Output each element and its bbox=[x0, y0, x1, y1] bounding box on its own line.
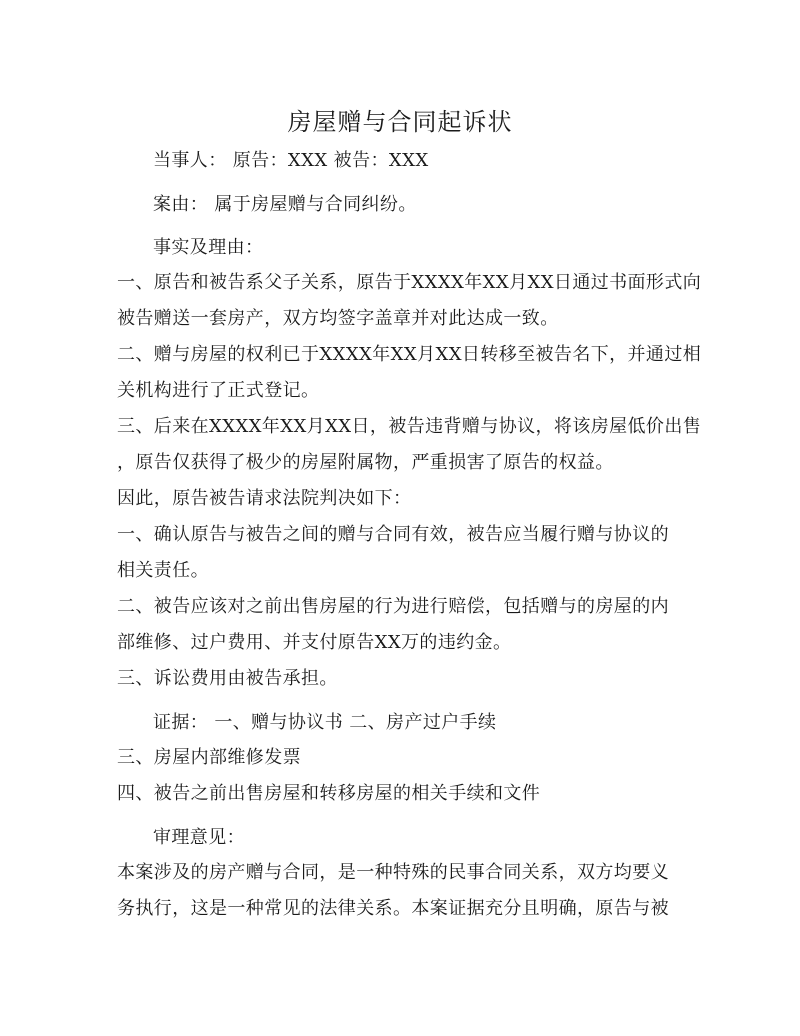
facts-heading: 事实及理由： bbox=[153, 237, 264, 258]
facts-line: ，原告仅获得了极少的房屋附属物，严重损害了原告的权益。 bbox=[117, 452, 614, 473]
request-line: 二、被告应该对之前出售房屋的行为进行赔偿，包括赠与的房屋的内 bbox=[117, 596, 669, 617]
evidence-line: 证据： 一、赠与协议书 二、房产过户手续 bbox=[153, 712, 497, 733]
facts-line: 二、赠与房屋的权利已于XXXX年XX月XX日转移至被告名下，并通过相 bbox=[117, 344, 702, 365]
opinion-line: 本案涉及的房产赠与合同，是一种特殊的民事合同关系，双方均要义 bbox=[117, 862, 669, 883]
parties-line: 当事人： 原告：XXX 被告：XXX bbox=[153, 150, 429, 171]
request-line: 三、诉讼费用由被告承担。 bbox=[117, 668, 338, 689]
opinion-heading: 审理意见： bbox=[153, 827, 245, 848]
evidence-item: 三、房屋内部维修发票 bbox=[117, 747, 301, 768]
request-line: 一、确认原告与被告之间的赠与合同有效，被告应当履行赠与协议的 bbox=[117, 524, 669, 545]
request-line: 相关责任。 bbox=[117, 560, 209, 581]
facts-line: 被告赠送一套房产，双方均签字盖章并对此达成一致。 bbox=[117, 308, 559, 329]
facts-line: 关机构进行了正式登记。 bbox=[117, 380, 320, 401]
facts-line: 三、后来在XXXX年XX月XX日，被告违背赠与协议，将该房屋低价出售 bbox=[117, 416, 702, 437]
facts-line: 一、原告和被告系父子关系，原告于XXXX年XX月XX日通过书面形式向 bbox=[117, 272, 702, 293]
opinion-line: 务执行，这是一种常见的法律关系。本案证据充分且明确，原告与被 bbox=[117, 898, 669, 919]
cause-line: 案由： 属于房屋赠与合同纠纷。 bbox=[153, 194, 417, 215]
evidence-item: 四、被告之前出售房屋和转移房屋的相关手续和文件 bbox=[117, 783, 541, 804]
document-title: 房屋赠与合同起诉状 bbox=[287, 108, 513, 136]
request-line: 部维修、过户费用、并支付原告XX万的违约金。 bbox=[117, 632, 512, 653]
request-intro: 因此，原告被告请求法院判决如下： bbox=[117, 488, 412, 509]
